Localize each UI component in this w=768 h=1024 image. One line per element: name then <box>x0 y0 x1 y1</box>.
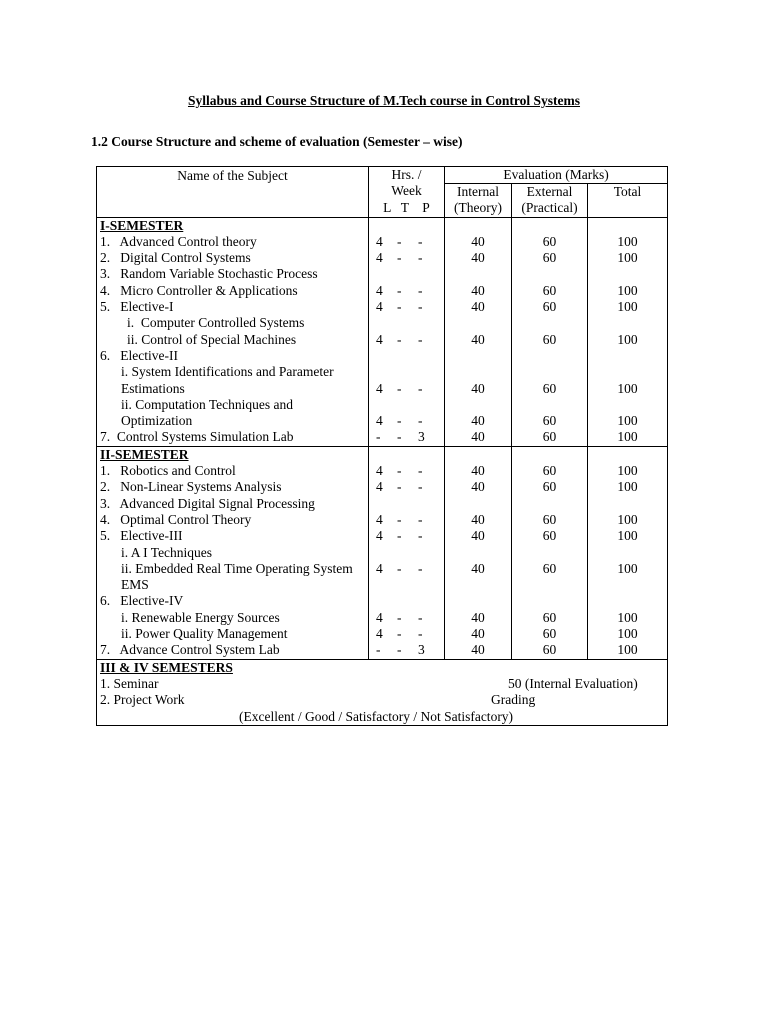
internal-marks <box>445 315 511 331</box>
external-marks: 60 <box>542 331 557 347</box>
internal-marks <box>445 593 511 609</box>
internal-marks <box>445 496 511 512</box>
grading-scale-row <box>97 709 667 725</box>
internal-marks: 40 <box>471 463 485 479</box>
external-marks <box>512 577 587 593</box>
total-marks: 100 <box>617 299 638 315</box>
external-marks <box>512 545 587 561</box>
hours-l <box>376 364 397 380</box>
hours-l: 4 <box>376 528 383 544</box>
hours-l: 4 <box>376 282 383 298</box>
hours-l: - <box>376 642 381 658</box>
hours-t <box>397 577 418 593</box>
total-marks: 100 <box>617 511 638 527</box>
internal-marks: 40 <box>471 609 485 625</box>
hours-p: - <box>418 250 423 266</box>
external-marks: 60 <box>542 413 557 429</box>
course-structure-table <box>96 166 668 726</box>
external-marks: 60 <box>542 560 557 576</box>
subject-line: ii. Control of Special Machines <box>127 331 297 347</box>
subject-line: 5. Elective-III <box>100 528 183 544</box>
subject-line: i. Computer Controlled Systems <box>127 315 305 331</box>
internal-marks: 40 <box>471 413 485 429</box>
external-marks: 60 <box>542 463 557 479</box>
semester-3-4-content <box>97 659 668 725</box>
hours-l: 4 <box>376 560 383 576</box>
total-column-header: Total <box>588 184 668 218</box>
internal-marks: 40 <box>471 560 485 576</box>
external-marks: 60 <box>542 380 557 396</box>
total-marks <box>588 315 667 331</box>
hours-p <box>418 593 439 609</box>
hours-p: - <box>418 528 423 544</box>
semester-2-hours <box>369 446 445 659</box>
hours-l: 4 <box>376 479 383 495</box>
subject-line: 7. Control Systems Simulation Lab <box>100 429 294 445</box>
total-marks: 100 <box>617 380 638 396</box>
hours-l <box>376 397 397 413</box>
hours-p <box>418 545 439 561</box>
total-marks: 100 <box>617 233 638 249</box>
hours-p <box>418 348 439 364</box>
hours-p: - <box>418 626 423 642</box>
hours-line <box>369 250 444 266</box>
semester-2-total <box>588 446 668 659</box>
semester-2-block <box>97 446 668 659</box>
total-marks: 100 <box>617 282 638 298</box>
hours-line <box>369 381 444 397</box>
external-marks <box>512 266 587 282</box>
hours-line <box>369 512 444 528</box>
hours-t: - <box>397 429 402 445</box>
hours-p: 3 <box>418 429 425 445</box>
hours-line <box>369 463 444 479</box>
subject-line: Optimization <box>121 413 193 429</box>
grading-scale: (Excellent / Good / Satisfactory / Not Satisfactory) <box>239 708 514 724</box>
semester-1-total <box>588 217 668 446</box>
hours-line <box>369 528 444 544</box>
hours-p <box>418 315 439 331</box>
hours-p: - <box>418 413 423 429</box>
semester-2-internal <box>445 446 512 659</box>
internal-marks <box>445 266 511 282</box>
hours-line <box>369 429 444 445</box>
hours-line <box>369 364 444 380</box>
hours-t: - <box>397 560 402 576</box>
internal-marks <box>445 577 511 593</box>
semester-2-external <box>512 446 588 659</box>
hours-l <box>376 496 397 512</box>
project-work-row <box>97 692 667 708</box>
semester-1-external <box>512 217 588 446</box>
total-marks: 100 <box>617 250 638 266</box>
hours-l: - <box>376 429 381 445</box>
external-marks: 60 <box>542 626 557 642</box>
total-marks: 100 <box>617 413 638 429</box>
internal-marks: 40 <box>471 380 485 396</box>
subject-line: i. Renewable Energy Sources <box>121 609 280 625</box>
hours-p <box>418 577 439 593</box>
semester-1-internal <box>445 217 512 446</box>
hours-l: 4 <box>376 511 383 527</box>
hours-l <box>376 593 397 609</box>
internal-marks: 40 <box>471 299 485 315</box>
subject-line: EMS <box>121 577 149 593</box>
semester-1-hours <box>369 217 445 446</box>
hours-line <box>369 348 444 364</box>
total-marks: 100 <box>617 609 638 625</box>
internal-marks: 40 <box>471 479 485 495</box>
hours-line <box>369 593 444 609</box>
hours-l: 4 <box>376 413 383 429</box>
hours-t <box>397 593 418 609</box>
hours-line <box>369 266 444 282</box>
hours-t: - <box>397 626 402 642</box>
external-marks <box>512 496 587 512</box>
external-marks: 60 <box>542 233 557 249</box>
internal-marks: 40 <box>471 528 485 544</box>
hours-t: - <box>397 250 402 266</box>
subject-line: 6. Elective-II <box>100 347 178 363</box>
external-marks: 60 <box>542 429 557 445</box>
hours-t <box>397 397 418 413</box>
document-title: Syllabus and Course Structure of M.Tech course in Control Systems <box>187 93 581 108</box>
semester-1-subjects <box>97 217 369 446</box>
hours-column-header: Hrs. / Week L T P <box>369 167 445 218</box>
external-column-header: External (Practical) <box>512 184 588 218</box>
subject-line: 4. Micro Controller & Applications <box>100 282 298 298</box>
subject-line: 1. Robotics and Control <box>100 463 236 479</box>
evaluation-column-header: Evaluation (Marks) <box>445 167 668 184</box>
hours-l: 4 <box>376 609 383 625</box>
internal-marks: 40 <box>471 331 485 347</box>
hours-line <box>369 577 444 593</box>
semester-1-block <box>97 217 668 446</box>
subject-line: Estimations <box>121 380 185 396</box>
total-marks <box>588 266 667 282</box>
internal-marks <box>445 397 511 413</box>
hours-t: - <box>397 463 402 479</box>
subject-line: 2. Non-Linear Systems Analysis <box>100 479 282 495</box>
hours-t <box>397 545 418 561</box>
seminar-label: 1. Seminar <box>100 675 159 691</box>
total-marks: 100 <box>617 479 638 495</box>
hours-line <box>369 397 444 413</box>
hours-l: 4 <box>376 233 383 249</box>
subject-line: 5. Elective-I <box>100 299 174 315</box>
total-marks: 100 <box>617 528 638 544</box>
hours-t <box>397 364 418 380</box>
hours-l: 4 <box>376 250 383 266</box>
total-marks <box>588 545 667 561</box>
hours-t: - <box>397 479 402 495</box>
internal-marks <box>445 364 511 380</box>
internal-marks <box>445 348 511 364</box>
subject-line: 4. Optimal Control Theory <box>100 511 252 527</box>
internal-marks: 40 <box>471 282 485 298</box>
external-marks: 60 <box>542 299 557 315</box>
hours-line <box>369 332 444 348</box>
hours-t <box>397 266 418 282</box>
hours-p: - <box>418 511 423 527</box>
external-marks: 60 <box>542 609 557 625</box>
hours-p: - <box>418 299 423 315</box>
internal-marks: 40 <box>471 250 485 266</box>
total-marks <box>588 397 667 413</box>
subject-line: i. System Identifications and Parameter <box>121 364 334 380</box>
hours-line <box>369 315 444 331</box>
subject-column-header: Name of the Subject <box>97 167 369 218</box>
hours-p: - <box>418 609 423 625</box>
subject-line: i. A I Techniques <box>121 544 213 560</box>
total-marks <box>588 593 667 609</box>
subject-line: ii. Computation Techniques and <box>121 396 294 412</box>
subject-line: 2. Digital Control Systems <box>100 250 251 266</box>
hours-p <box>418 496 439 512</box>
total-marks: 100 <box>617 626 638 642</box>
hours-t: - <box>397 299 402 315</box>
hours-l: 4 <box>376 380 383 396</box>
total-marks: 100 <box>617 642 638 658</box>
subject-line: ii. Embedded Real Time Operating System <box>121 560 353 576</box>
external-marks <box>512 593 587 609</box>
hours-line <box>369 283 444 299</box>
hours-p: - <box>418 331 423 347</box>
hours-l: 4 <box>376 463 383 479</box>
total-marks: 100 <box>617 331 638 347</box>
hours-p <box>418 397 439 413</box>
external-marks: 60 <box>542 511 557 527</box>
hours-p: - <box>418 233 423 249</box>
hours-line <box>369 299 444 315</box>
hours-line <box>369 496 444 512</box>
hours-p: - <box>418 560 423 576</box>
hours-p: - <box>418 463 423 479</box>
hours-l: 4 <box>376 626 383 642</box>
internal-marks: 40 <box>471 233 485 249</box>
external-marks: 60 <box>542 282 557 298</box>
external-marks <box>512 315 587 331</box>
external-marks <box>512 364 587 380</box>
internal-marks: 40 <box>471 626 485 642</box>
total-marks: 100 <box>617 560 638 576</box>
semester-2-subjects <box>97 446 369 659</box>
hours-t: - <box>397 282 402 298</box>
total-marks <box>588 364 667 380</box>
section-heading: 1.2 Course Structure and scheme of evaluation (Semester – wise) <box>91 134 463 149</box>
semester-1-heading: I-SEMESTER <box>100 217 184 233</box>
hours-l <box>376 577 397 593</box>
subject-line: 3. Advanced Digital Signal Processing <box>100 495 315 511</box>
project-work-evaluation: Grading <box>491 692 536 708</box>
hours-line <box>369 479 444 495</box>
total-marks: 100 <box>617 429 638 445</box>
hours-t: - <box>397 380 402 396</box>
seminar-evaluation: 50 (Internal Evaluation) <box>508 675 638 691</box>
hours-l <box>376 315 397 331</box>
hours-p: - <box>418 282 423 298</box>
hours-t: - <box>397 233 402 249</box>
hours-line <box>369 561 444 577</box>
hours-line <box>369 234 444 250</box>
hours-t <box>397 496 418 512</box>
hours-t: - <box>397 413 402 429</box>
internal-marks: 40 <box>471 511 485 527</box>
external-marks <box>512 348 587 364</box>
internal-marks: 40 <box>471 429 485 445</box>
hours-p: 3 <box>418 642 425 658</box>
hours-line <box>369 610 444 626</box>
project-work-label: 2. Project Work <box>100 692 185 708</box>
hours-l <box>376 545 397 561</box>
hours-p <box>418 364 439 380</box>
subject-line: 7. Advance Control System Lab <box>100 642 280 658</box>
internal-marks <box>445 545 511 561</box>
hours-t <box>397 348 418 364</box>
hours-t: - <box>397 511 402 527</box>
external-marks: 60 <box>542 642 557 658</box>
hours-p: - <box>418 380 423 396</box>
subject-line: ii. Power Quality Management <box>121 626 288 642</box>
internal-marks: 40 <box>471 642 485 658</box>
external-marks <box>512 397 587 413</box>
subject-line: 6. Elective-IV <box>100 593 184 609</box>
total-marks: 100 <box>617 463 638 479</box>
hours-line <box>369 413 444 429</box>
hours-line <box>369 545 444 561</box>
hours-p <box>418 266 439 282</box>
hours-line <box>369 626 444 642</box>
hours-t: - <box>397 331 402 347</box>
semester-2-heading: II-SEMESTER <box>100 446 189 462</box>
total-marks <box>588 577 667 593</box>
hours-p: - <box>418 479 423 495</box>
external-marks: 60 <box>542 250 557 266</box>
internal-column-header: Internal (Theory) <box>445 184 512 218</box>
hours-l: 4 <box>376 331 383 347</box>
hours-t: - <box>397 642 402 658</box>
hours-t: - <box>397 609 402 625</box>
total-marks <box>588 496 667 512</box>
hours-line <box>369 642 444 658</box>
table-header-row <box>97 167 668 184</box>
total-marks <box>588 348 667 364</box>
hours-l <box>376 266 397 282</box>
external-marks: 60 <box>542 528 557 544</box>
semester-3-4-block <box>97 659 668 725</box>
semester-3-4-heading: III & IV SEMESTERS <box>100 659 233 675</box>
hours-t <box>397 315 418 331</box>
seminar-row <box>97 676 667 692</box>
subject-line: 1. Advanced Control theory <box>100 233 257 249</box>
subject-line: 3. Random Variable Stochastic Process <box>100 266 318 282</box>
hours-t: - <box>397 528 402 544</box>
hours-l: 4 <box>376 299 383 315</box>
external-marks: 60 <box>542 479 557 495</box>
hours-l <box>376 348 397 364</box>
